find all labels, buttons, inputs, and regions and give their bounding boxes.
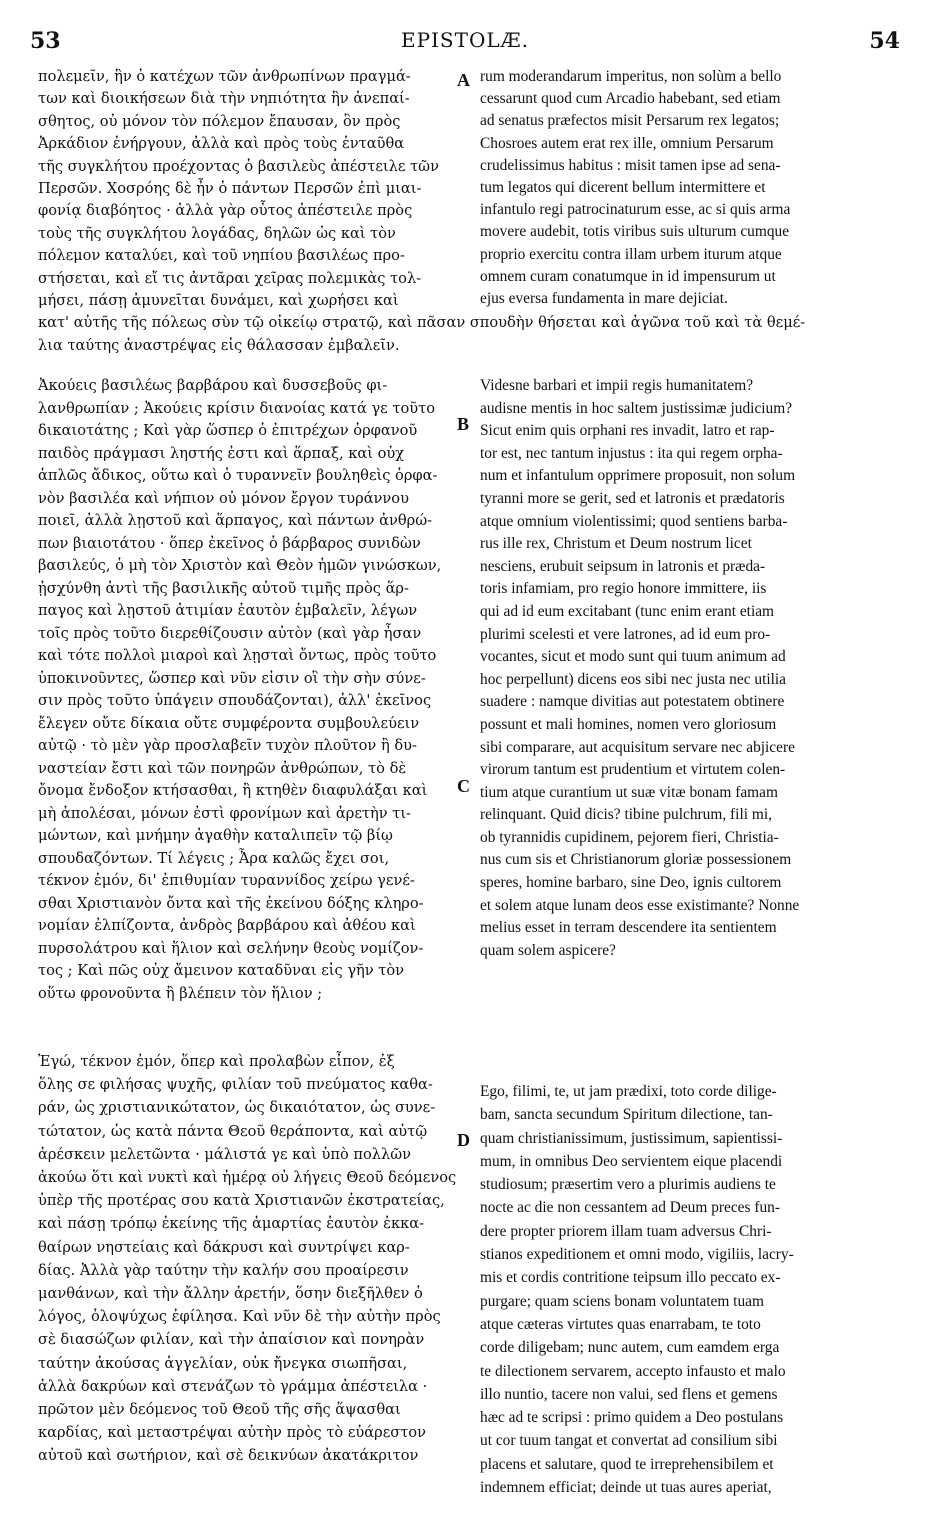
greek-text-line: πόλεμον καταλύει, καὶ τοῦ νηπίου βασιλέως προ- [38,247,405,265]
greek-text-line: των καὶ διοικήσεων διὰ τὴν νηπιότητα ἣν ἀνεπαί- [38,90,410,108]
greek-text-line: τέκνον ἐμόν, δι' ἐπιθυμίαν τυραννίδος χείρω γενέ- [38,872,415,889]
greek-text-line: νομίαν ἐλπίζοντα, ἀνδρὸς βαρβάρου καὶ ἀθέου καὶ [38,917,416,934]
latin-text-line: ut cor tuum tangat et convertat ad consilium sibi [480,1432,778,1450]
latin-text-line: ad senatus præfectos misit Persarum rex legatos; [480,112,780,130]
latin-text-line: proprio exercitu contra illam urbem iturum atque [480,245,782,263]
latin-text-line: mis et cordis contritione teipsum illo peccato ex- [480,1269,781,1287]
greek-text-line: πρῶτον μὲν δεόμενος τοῦ Θεοῦ τῆς σῆς ἅψασθαι [38,1401,401,1419]
latin-text-block-2 [480,375,900,962]
greek-text-line: οὕτω φρονοῦντα ἢ βλέπειν τὸν ἥλιον ; [38,984,323,1002]
greek-text-line: Περσῶν. Χοσρόης δὲ ἦν ὁ πάντων Περσῶν ἐπὶ μιαι- [38,180,422,198]
latin-text-line: atque cæteras virtutes quas enarrabam, te toto [480,1315,761,1333]
latin-text-line: melius esset in terram descendere ita sentientem [480,919,777,937]
greek-text-block-3 [38,1050,468,1468]
latin-text-line: atque omnium violentissimi; quod sentiens barba- [480,512,788,530]
greek-text-line: ὑπὲρ τῆς προτέρας σου κατὰ Χριστιανῶν ἐκστρατείας, [38,1192,445,1210]
greek-text-line: σπουδαζόντων. Τί λέγεις ; Ἆρα καλῶς ἔχει σοι, [38,849,390,867]
greek-text-block-2 [38,375,468,1005]
latin-text-line: virorum tantum est prudentium et virtutem colen- [480,761,786,779]
greek-text-line: λόγος, ὁλοψύχως ἐφίλησα. Καὶ νῦν δὲ τὴν αὐτὴν πρὸς [38,1308,441,1326]
greek-text-line: μώντων, καὶ μνήμην ἀγαθὴν καταλιπεῖν τῷ βίῳ [38,827,393,844]
greek-text-line: αὐτοῦ καὶ σωτήριον, καὶ σὲ δεικνύων ἀκατάκριτον [38,1447,419,1465]
latin-text-line: Videsne barbari et impii regis humanitatem? [480,377,754,394]
greek-text-line: στήσεται, καὶ εἴ τις ἀντᾶραι χεῖρας πολεμικὰς τολ- [38,269,422,287]
greek-text-line: καὶ τότε πολλοὶ μιαροὶ καὶ λῃσταὶ ὄντως, πρὸς τοῦτο [38,647,437,664]
latin-text-line: bam, sancta secundum Spiritum dilectione, tan- [480,1106,773,1124]
latin-text-line: speres, homine barbaro, sine Deo, ignis cultorem [480,874,782,892]
greek-text-line: μανθάνων, καὶ τὴν ἄλλην ἀρετήν, ὅσην διεξῆλθεν ὁ [38,1285,423,1303]
greek-text-line: καὶ πάσῃ τρόπῳ ἐκείνης τῆς ἁμαρτίας ἑαυτὸν ἐκκα- [38,1215,425,1233]
latin-text-line: vocantes, sicut et modo sunt qui tuum animum ad [480,648,786,666]
greek-text-line: ἔλεγεν οὔτε δίκαια οὔτε συμφέροντα συμβουλεύειν [38,714,420,732]
greek-text-line: τοὺς τῆς συγκλήτου λογάδας, δηλῶν ὡς καὶ τὸν [38,224,396,242]
greek-text-line: κατ' αὐτῆς τῆς πόλεως σὺν τῷ οἰκείῳ στρατῷ, καὶ πᾶσαν σπουδὴν θήσεται καὶ ἀγῶνα τοῦ καὶ τὰ θεμέ- [38,314,806,332]
latin-text-line: plurimi scelesti et vere latrones, ad id eum pro- [480,625,771,643]
page-header [30,28,900,62]
latin-text-line: toris infamiam, pro regio honore immittere, iis [480,580,767,598]
greek-text-line: βασιλεύς, ὁ μὴ τὸν Χριστὸν καὶ Θεὸν ἡμῶν γινώσκων, [38,557,442,574]
greek-text-line: δικαιοτάτης ; Καὶ γὰρ ὥσπερ ὁ ἐπιτρέχων ὀρφανοῦ [38,422,418,439]
latin-text-line: rus ille rex, Christum et Deum nostrum licet [480,535,752,553]
greek-text-line: τοῖς πρὸς τοῦτο διερεθίζουσιν αὐτὸν (καὶ γὰρ ἦσαν [38,624,422,642]
latin-text-block-1 [480,66,900,310]
greek-text-line: ἀκούω ὅτι καὶ νυκτὶ καὶ ἡμέρᾳ οὐ λήγεις Θεοῦ δεόμενος [38,1169,457,1187]
greek-text-line: λανθρωπίαν ; Ἀκούεις κρίσιν διανοίας κατά γε τοῦτο [38,399,435,417]
greek-text-line: τώτατον, ὡς κατὰ πάντα Θεοῦ θεράποντα, καὶ αὐτῷ [38,1122,428,1140]
latin-text-line: audisne mentis in hoc saltem justissimæ judicium? [480,399,793,417]
greek-text-line: ἀρέσκειν μελετῶντα · μάλιστά γε καὶ ὑπὸ πολλῶν [38,1145,412,1163]
greek-text-line: ᾐσχύνθη ἀντὶ τῆς βασιλικῆς αὐτοῦ τιμῆς πρὸς ἅρ- [38,579,409,597]
greek-text-line: Ἀρκάδιον ἐνήργουν, ἀλλὰ καὶ πρὸς τοὺς ἐνταῦθα [38,135,405,153]
latin-text-block-3 [480,1080,900,1499]
greek-text-line: πων βιαιοτάτου · ὅπερ ἐκεῖνος ὁ βάρβαρος συνιδὼν [38,534,421,552]
greek-text-line: ράν, ὡς χριστιανικώτατον, ὡς δικαιότατον, ὡς συνε- [38,1099,436,1117]
latin-text-line: num et infantulum opprimere proposuit, non solum [480,467,796,485]
greek-text-line: Ἐγώ, τέκνον ἐμόν, ὅπερ καὶ προλαβὼν εἶπον, ἐξ [38,1053,395,1070]
greek-text-line: Ἀκούεις βασιλέως βαρβάρου καὶ δυσσεβοῦς φι- [38,377,388,394]
greek-text-line: τος ; Καὶ πῶς οὐχ ἄμεινον καταδῦναι εἰς γῆν τὸν [38,962,405,979]
latin-text-line: dere propter priorem illam tuam adversus Chri- [480,1222,772,1240]
running-title: EPISTOLÆ. [400,28,530,52]
latin-text-line: tum legatos qui dicerent bellum intermittere et [480,179,766,197]
greek-text-line: σιν πρὸς τοῦτο ὑπάγειν σπουδάζονται), ἀλλ' ἐκεῖνος [38,692,432,709]
greek-text-line: παγος καὶ λῃστοῦ ἀτιμίαν ἑαυτὸν ἐμβαλεῖν, λέγων [38,602,418,619]
margin-letter-b: B [457,414,470,434]
greek-text-line: δίας. Ἀλλὰ γὰρ ταύτην τὴν καλήν σου προαίρεσιν [38,1261,409,1279]
greek-text-line: ναστείαν ἔστι καὶ τῶν πονηρῶν ἀνθρώπων, τὸ δὲ [38,759,407,777]
margin-letter-c: C [457,776,470,796]
greek-text-line: θαίρων νηστείαις καὶ δάκρυσι καὶ συντρίψει καρ- [38,1238,410,1256]
greek-text-line: τῆς συγκλήτου προέχοντας ὁ βασιλεὺς ἀπέστειλε τῶν [38,157,439,175]
latin-text-line: Ego, filimi, te, ut jam prædixi, toto corde dilige- [480,1083,777,1100]
latin-text-line: studiosum; præsertim vero a plurimis audiens te [480,1176,776,1194]
latin-text-line: rum moderandarum imperitus, non solùm a bello [480,68,782,85]
latin-text-line: quam solem aspicere? [480,941,616,959]
greek-text-line: παιδὸς πράγμασι ληστής ἐστι καὶ ἅρπαξ, καὶ οὐχ [38,444,405,462]
latin-text-line: qui ad id eum excitabant (tunc enim erant etiam [480,602,775,620]
latin-text-line: tium atque curantium ut suæ vitæ bonam famam [480,783,778,801]
latin-text-line: nesciens, erubuit seipsum in latronis et præda- [480,557,766,575]
latin-text-line: cessarunt quod cum Arcadio habebant, sed etiam [480,90,781,108]
greek-text-line: ἀλλὰ δακρύων καὶ στενάζων τὸ γράμμα ἀπέστειλα · [38,1377,428,1395]
latin-text-line: suadere : namque divitias aut potestatem obtinere [480,693,785,711]
greek-text-line: λια ταύτης ἀναστρέψας εἰς θάλασσαν ἐμβαλεῖν. [38,336,400,354]
latin-text-line: sibi comparare, aut acquisitum servare nec abjicere [480,738,795,756]
latin-text-line: nus cum sis et Christianorum gloriæ possessionem [480,851,792,869]
latin-text-line: crudelissimus habitus : misit tamen ipse ad sena- [480,156,781,174]
greek-text-line: σὲ διασώζων φιλίαν, καὶ τὴν ἀπαίσιον καὶ πονηρὰν [38,1331,425,1349]
greek-text-line: ὅλης σε φιλήσας ψυχῆς, φιλίαν τοῦ πνεύματος καθα- [38,1076,433,1094]
left-page-number: 53 [30,28,61,54]
latin-text-line: possunt et mali homines, nomen vero gloriosum [480,715,777,733]
latin-text-line: mum, in omnibus Deo servientem eique placendi [480,1152,783,1170]
latin-text-line: et solem atque lunam deos esse existimante? Nonne [480,896,800,914]
greek-text-line: νὸν βασιλέα καὶ νήπιον οὐ μόνον ἔργον τυράννου [38,489,409,507]
latin-text-line: infantulo regi patrocinaturum esse, ac si quis arma [480,201,791,219]
latin-text-line: purgare; quam sciens bonam voluntatem tuam [480,1292,764,1310]
greek-text-line: ταύτην ἀκούσας ἀγγελίαν, οὐκ ἤνεγκα σιωπῆσαι, [38,1354,408,1372]
latin-text-line: omnem curam conatumque in id impensurum ut [480,267,776,285]
latin-text-line: hoc perpellunt) dicens eos sibi nec justa nec utilia [480,670,787,688]
latin-text-line: nocte ac die non cessantem ad Deum preces fun- [480,1199,780,1217]
latin-text-line: quam christianissimum, justissimum, sapientissi- [480,1129,783,1147]
greek-text-line: μήσει, πάσῃ ἀμυνεῖται δυνάμει, καὶ χωρήσει καὶ [38,292,399,310]
latin-text-line: stianos expeditionem et omni modo, vigiliis, lacry- [480,1246,794,1264]
greek-text-line: ὄνομα ἔνδοξον κτήσασθαι, ἢ κτηθὲν διαφυλάξαι καὶ [38,782,428,799]
greek-text-line: σθαι Χριστιανὸν ὄντα καὶ τῆς ἐκείνου δόξης κληρο- [38,894,424,912]
latin-text-line: Chosroes autem erat rex ille, omnium Persarum [480,134,774,152]
greek-text-line: αὐτῷ · τὸ μὲν γὰρ προσλαβεῖν τυχὸν πλοῦτον ἢ δυ- [38,737,417,754]
greek-text-line: ἁπλῶς ἄδικος, οὕτω καὶ ὁ τυραννεῖν βουληθεὶς ὀρφα- [38,467,438,484]
greek-text-line: μὴ ἀπολέσαι, μόνων ἐστὶ φρονίμων καὶ ἀρετὴν τι- [38,804,411,822]
latin-text-line: ob tyrannidis cupidinem, pejorem fieri, Christia- [480,828,779,846]
margin-letter-d: D [457,1130,470,1150]
latin-text-line: indemnem efficiat; deinde ut tuas aures aperiat, [480,1479,772,1497]
greek-text-line: καρδίας, καὶ μεταστρέψαι αὐτὴν πρὸς τὸ εὐάρεστον [38,1424,426,1442]
greek-text-line: πυρσολάτρου καὶ ἥλιον καὶ σελήνην θεοὺς νομίζον- [38,939,424,957]
greek-text-line: σθητος, οὐ μόνον τὸν πόλεμον ἔπαυσαν, ὃν πρὸς [38,112,401,130]
latin-text-line: relinquant. Quid dicis? tibine pulchrum, fili mi, [480,806,772,824]
latin-text-line: movere audebit, totis viribus suis ulturum cumque [480,223,790,241]
latin-text-line: placens et salutare, quod te irreprehensibilem et [480,1455,774,1473]
margin-letter-a: A [457,70,470,90]
latin-text-line: illo nuntio, tacere non valui, sed flens et gemens [480,1385,778,1403]
latin-text-line: tyranni more se gerit, sed et latronis et prædatoris [480,489,785,507]
latin-text-line: tor est, nec tantum injustus : ita qui regem orpha- [480,444,783,462]
right-page-number: 54 [869,28,900,54]
greek-text-line: ὑποκινοῦντες, ὥσπερ καὶ νῦν εἰσιν οἳ τὴν σὴν σύνε- [38,669,426,687]
latin-text-line: te dilectionem servarem, accepto infausto et malo [480,1362,786,1380]
greek-text-line: φονίᾳ διαβόητος · ἀλλὰ γὰρ οὗτος ἀπέστειλε πρὸς [38,202,413,220]
latin-text-line: hæc ad te scripsi : primo quidem a Deo postulans [480,1409,784,1427]
greek-text-line: ποιεῖ, ἀλλὰ λῃστοῦ καὶ ἅρπαγος, καὶ πάντων ἀνθρώ- [38,512,433,529]
greek-text-line: πολεμεῖν, ἣν ὁ κατέχων τῶν ἀνθρωπίνων πραγμά- [38,68,411,85]
latin-text-line: Sicut enim quis orphani res invadit, latro et rap- [480,422,775,440]
latin-text-line: corde diligebam; nunc autem, cum eamdem erga [480,1339,780,1357]
latin-text-line: ejus eversa fundamenta in mare dejiciat. [480,290,728,308]
